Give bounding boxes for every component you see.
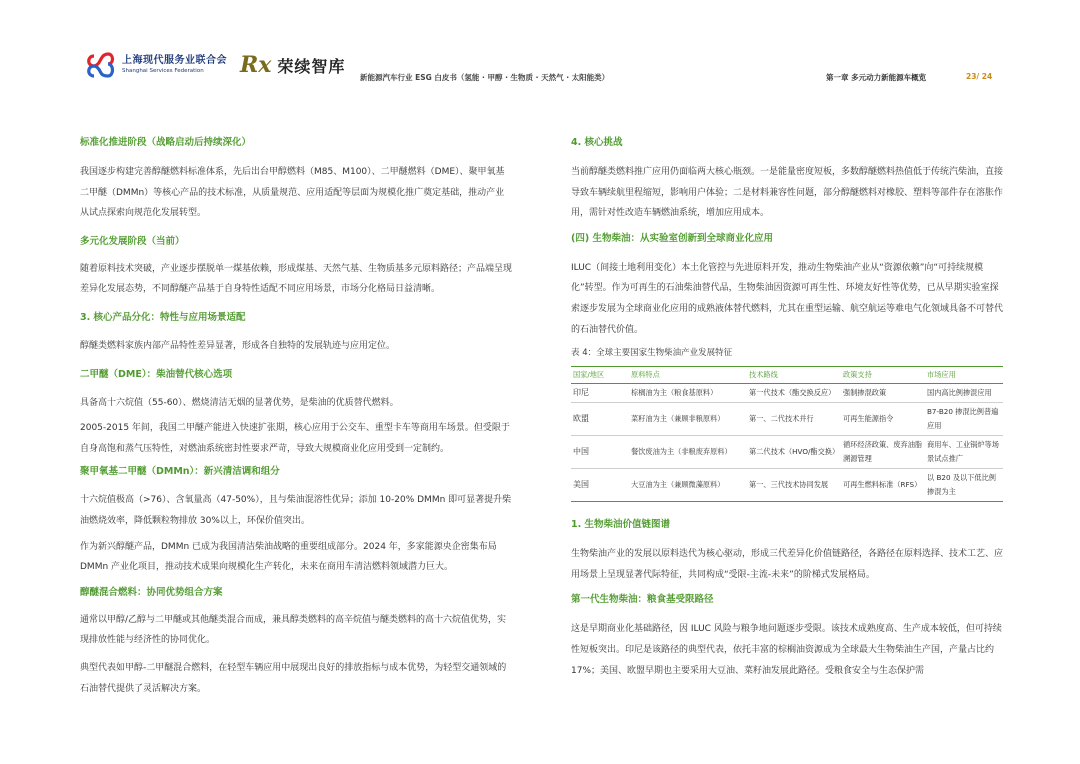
section-heading: 4. 核心挑战: [571, 137, 623, 148]
section-heading: 标准化推进阶段（战略启动后持续深化）: [80, 137, 252, 148]
table-cell: B7-B20 掺混比例普遍应用: [925, 403, 1003, 436]
table-header-row: [571, 367, 1003, 384]
table-cell: 第一代技术（酯交换反应）: [747, 384, 841, 403]
table-cell: 菜籽油为主（兼顾非粮原料）: [629, 403, 747, 436]
brand-logo: [240, 53, 345, 77]
table-cell: 可再生燃料标准（RFS）: [841, 469, 925, 502]
section-heading: 醇醚混合燃料：协同优势组合方案: [80, 586, 223, 598]
table-title: 表 4：全球主要国家生物柴油产业发展特征: [571, 348, 733, 359]
paragraph: 通常以甲醇/乙醇与二甲醚或其他醚类混合而成，兼具醇类燃料的高辛烷值与醚类燃料的高十六烷值优势，实现排放性能与经济性的协同优化。: [80, 614, 507, 646]
document-title: 新能源汽车行业 ESG 白皮书（氢能 · 甲醇 · 生物质 · 天然气 · 太阳能类）: [360, 73, 610, 82]
left-column: [80, 136, 512, 699]
table-header-cell: 市场应用: [925, 367, 1003, 384]
table-cell: 强制掺混政策: [841, 384, 925, 403]
table-header-cell: 技术路线: [747, 367, 841, 384]
table-cell: 第二代技术（HVO/酯交换）: [747, 436, 841, 469]
section-heading: 二甲醚（DME）：柴油替代核心选项: [80, 368, 233, 380]
paragraph: 这是早期商业化基础路径，因 ILUC 风险与粮争地问题逐步受限。该技术成熟度高、生产成本较低，但可持续性短板突出。印尼是该路径的典型代表，依托丰富的棕榈油资源成为全球最大生物柴油生产国，产量占比约 17%；美国、欧盟早期也主要采用大豆油、菜籽油发展此路径。受粮食安全与生态保护需: [571, 624, 1002, 676]
table-cell: 第一、二代技术并行: [747, 403, 841, 436]
paragraph: 作为新兴醇醚产品，DMMn 已成为我国清洁柴油战略的重要组成部分。2024 年，多家能源央企密集布局 DMMn 产业化项目，推动技术成果向规模化生产转化，未来在商用车清洁燃料领域潜力巨大。: [80, 541, 497, 573]
paragraph: ILUC（间接土地利用变化）本土化管控与先进原料开发，推动生物柴油产业从“资源依赖”向“可持续规模化”转型。作为可再生的石油柴油替代品，生物柴油因资源可再生性、环境友好性等优势，已从早期实验室探索逐步发展为全球商业化应用的成熟液体替代燃料，尤其在重型运输、航空航运等难电气化领域具备不可替代的石油替代价值。: [571, 262, 1004, 335]
paragraph: 2005-2015 年间，我国二甲醚产能进入快速扩张期，核心应用于公交车、重型卡车等商用车场景。但受限于自身高饱和蒸气压特性，对燃油系统密封性要求严苛，导致大规模商业化应用受到一定制约。: [80, 423, 510, 454]
section-heading: 第一代生物柴油：粮食基受限路径: [571, 594, 714, 606]
org-name: 上海现代服务业联合会: [122, 55, 227, 66]
table-row: [571, 403, 1003, 436]
table-cell: 国内高比例掺混应用: [925, 384, 1003, 403]
table-cell: 中国: [571, 436, 629, 469]
section-heading: 3. 核心产品分化：特性与应用场景适配: [80, 311, 246, 323]
paragraph: 随着原料技术突破，产业逐步摆脱单一煤基依赖，形成煤基、天然气基、生物质基多元原料路径；产品端呈现差异化发展态势，不同醇醚产品基于自身特性适配不同应用场景，市场分化格局日益清晰。: [80, 263, 513, 295]
table-row: [571, 436, 1003, 469]
paragraph: 我国逐步构建完善醇醚燃料标准体系，先后出台甲醇燃料（M85、M100）、二甲醚燃料（DME）、聚甲氧基二甲醚（DMMn）等核心产品的技术标准，从质量规范、应用适配等层面为规模化推广奠定基础，推动产业从试点探索向规范化发展转型。: [80, 167, 505, 219]
paragraph: 生物柴油产业的发展以原料迭代为核心驱动，形成三代差异化价值链路径，各路径在原料选择、技术工艺、应用场景上呈现显著代际特征，共同构成“受限-主流-未来”的阶梯式发展格局。: [571, 549, 1004, 580]
chapter-title: 第一章 多元动力新能源车概览: [826, 73, 927, 82]
table-header-cell: 原料特点: [629, 367, 747, 384]
table-cell: 棕榈油为主（粮食基原料）: [629, 384, 747, 403]
table-cell: 餐饮废油为主（非粮废弃原料）: [629, 436, 747, 469]
section-heading: 1. 生物柴油价值链图谱: [571, 519, 671, 531]
table-cell: 以 B20 及以下低比例掺混为主: [925, 469, 1003, 502]
org-name-en: Shanghai Services Federation: [122, 68, 204, 74]
section-heading: (四) 生物柴油：从实验室创新到全球商业化应用: [571, 232, 773, 244]
section-heading: 多元化发展阶段（当前）: [80, 235, 185, 247]
table-cell: 循环经济政策、废弃油脂溯源管理: [841, 436, 925, 469]
brand-mark: Rx: [240, 52, 272, 78]
table-cell: 第一、三代技术协同发展: [747, 469, 841, 502]
table-cell: 欧盟: [571, 403, 629, 436]
paragraph: 典型代表如甲醇-二甲醚混合燃料，在轻型车辆应用中展现出良好的排放指标与成本优势，为轻型交通领域的石油替代提供了灵活解决方案。: [80, 662, 507, 694]
table-cell: 印尼: [571, 384, 629, 403]
table-cell: 美国: [571, 469, 629, 502]
section-heading: 聚甲氧基二甲醚（DMMn）：新兴清洁调和组分: [80, 466, 280, 478]
paragraph: 醇醚类燃料家族内部产品特性差异显著，形成各自独特的发展轨迹与应用定位。: [80, 340, 396, 351]
table-row: [571, 384, 1003, 403]
brand-name: 荣续智库: [277, 56, 346, 76]
org-logo-icon: [86, 52, 116, 78]
table-cell: 大豆油为主（兼顾微藻原料）: [629, 469, 747, 502]
org-logo: [86, 52, 227, 78]
paragraph: 当前醇醚类燃料推广应用仍面临两大核心瓶颈。一是能量密度短板，多数醇醚燃料热值低于传统汽柴油，直接导致车辆续航里程缩短，影响用户体验；二是材料兼容性问题，部分醇醚燃料对橡胶、塑料等部件存在溶胀作用，需针对性改造车辆燃油系统，增加应用成本。: [571, 167, 1004, 219]
table-row: [571, 469, 1003, 502]
table-header-cell: 国家/地区: [571, 367, 629, 384]
biodiesel-table: [571, 366, 1003, 502]
paragraph: 具备高十六烷值（55-60）、燃烧清洁无烟的显著优势，是柴油的优质替代燃料。: [80, 397, 399, 408]
table-header-cell: 政策支持: [841, 367, 925, 384]
right-column: [571, 136, 1003, 681]
table-cell: 可再生能源指令: [841, 403, 925, 436]
page-header: [0, 0, 1080, 95]
table-cell: 商用车、工业锅炉等场景试点推广: [925, 436, 1003, 469]
page-number: 23/ 24: [966, 72, 993, 81]
paragraph: 十六烷值极高（>76）、含氧量高（47-50%），且与柴油混溶性优异；添加 10-20% DMMn 即可显著提升柴油燃烧效率，降低颗粒物排放 30%以上，环保价值突出。: [80, 495, 512, 526]
